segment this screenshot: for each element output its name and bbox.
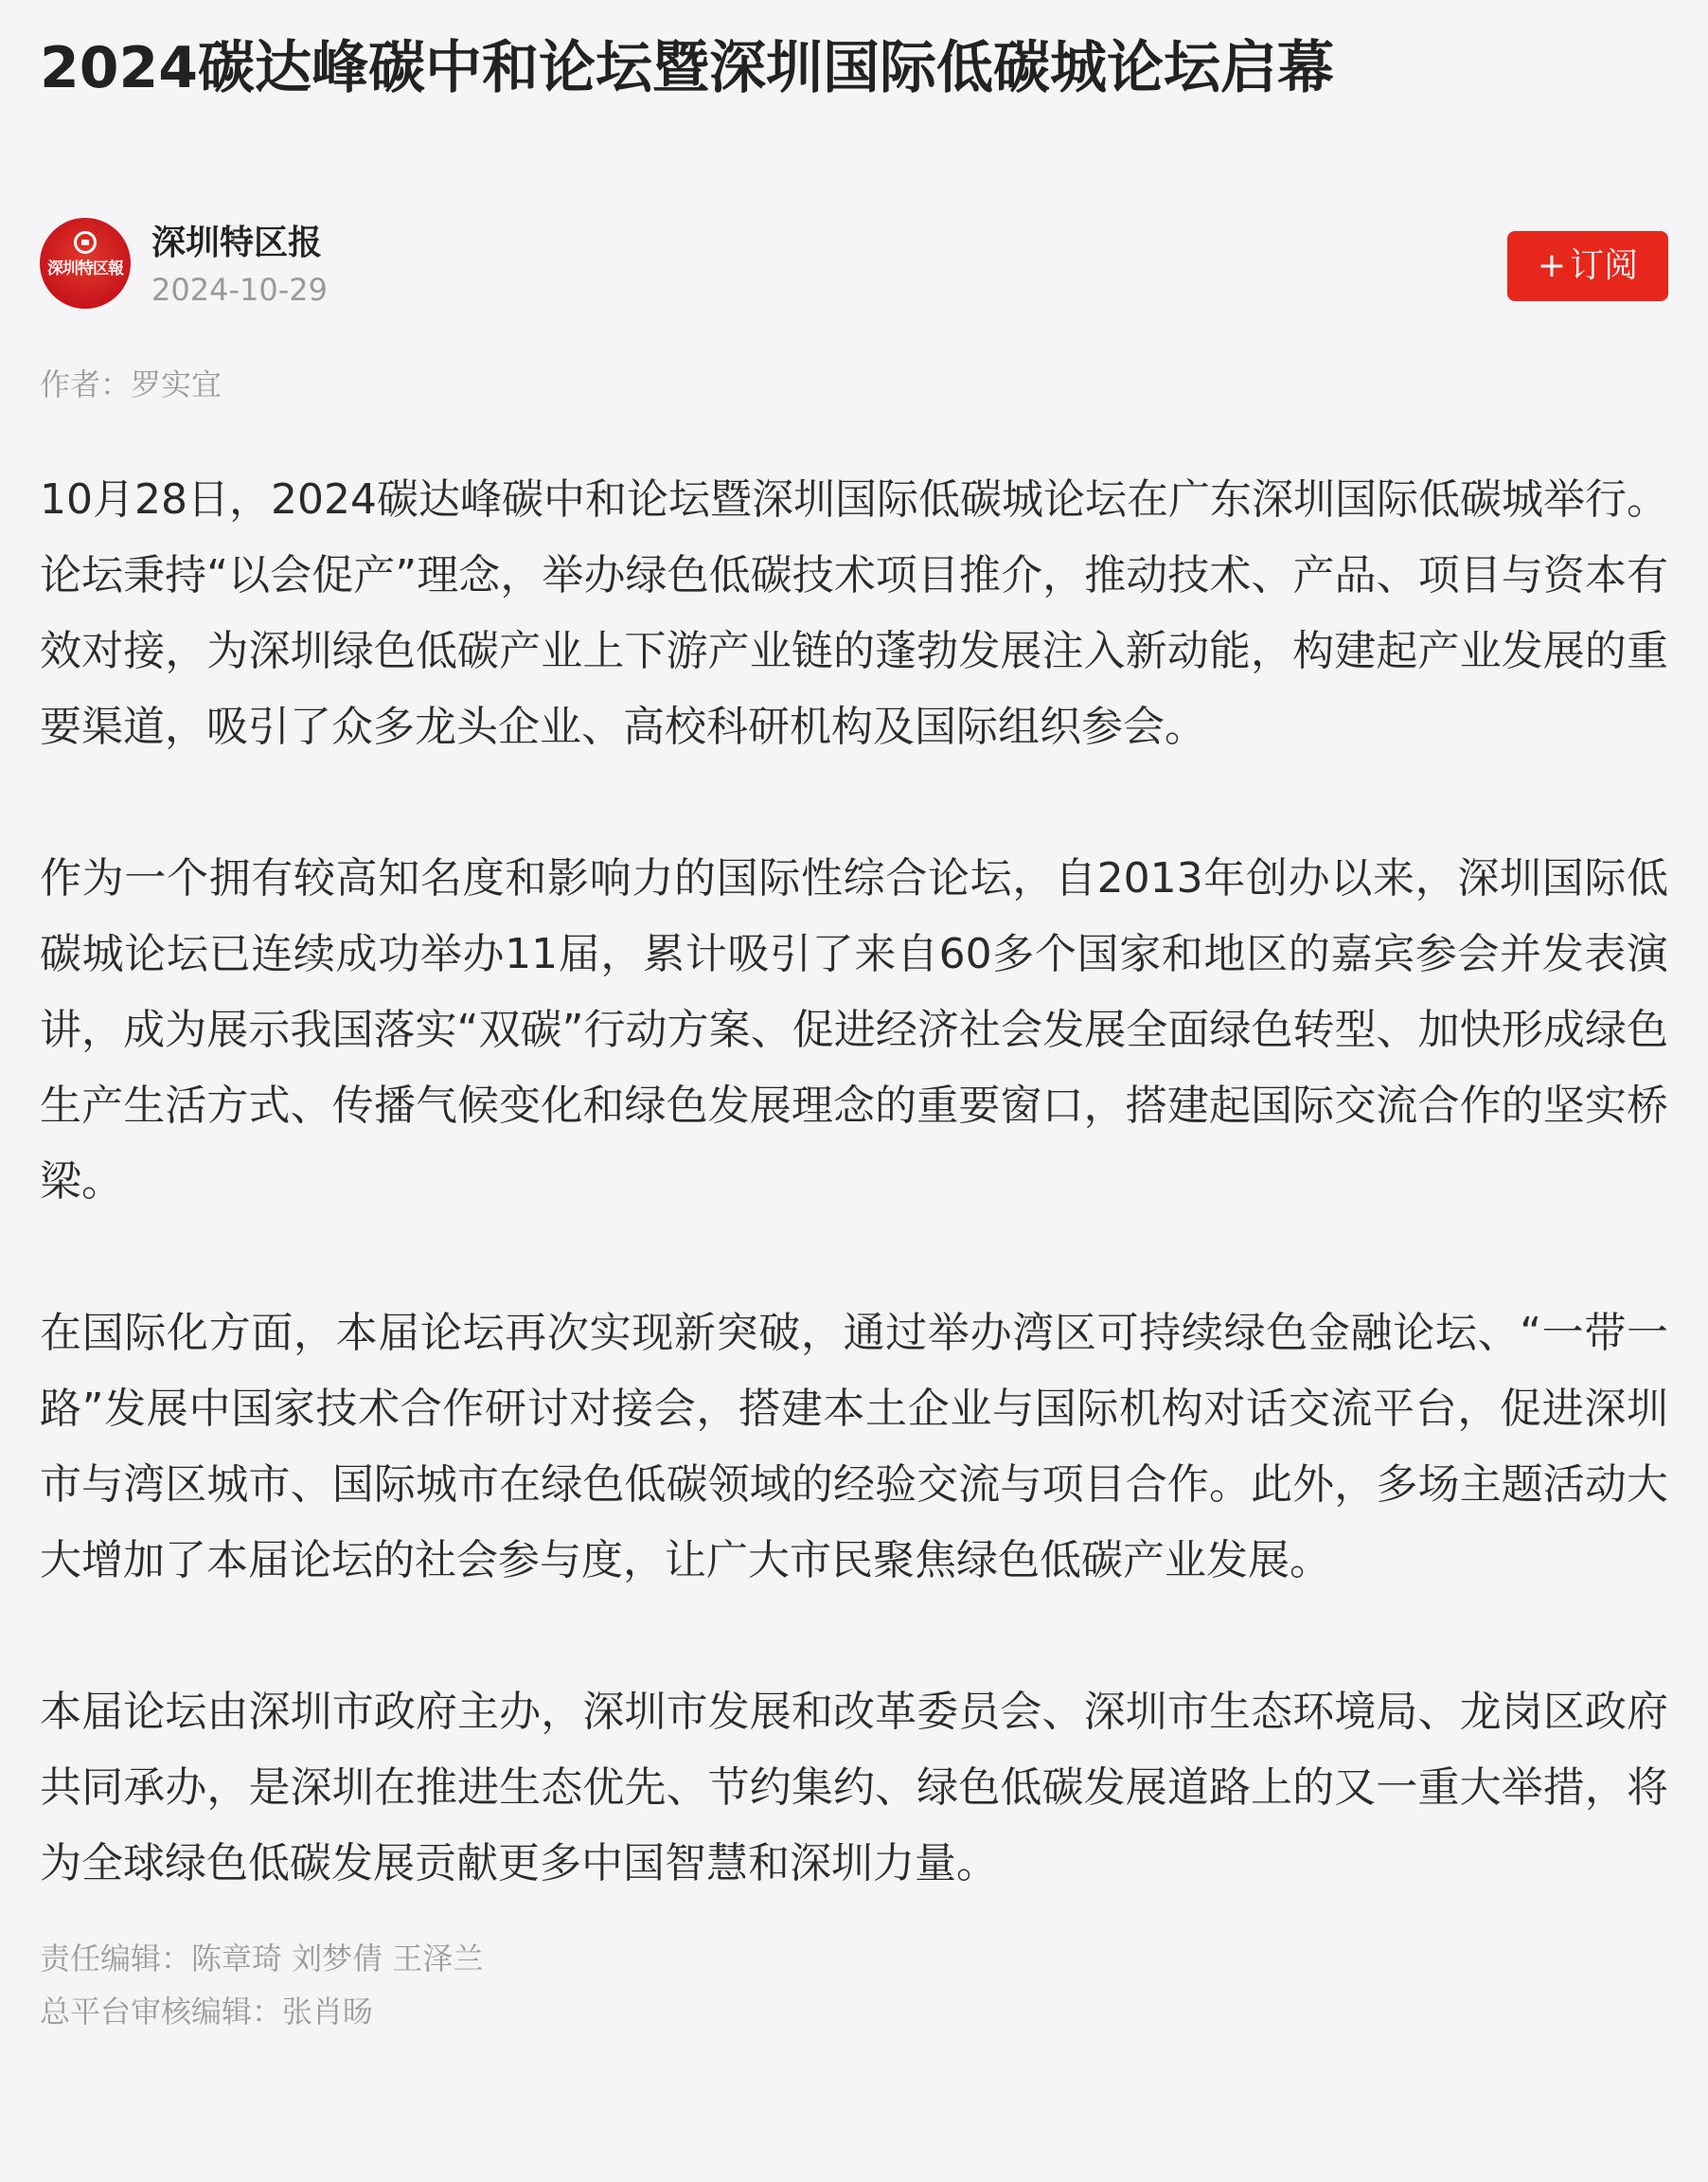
publish-date: 2024-10-29 xyxy=(151,272,328,308)
newspaper-emblem-icon xyxy=(74,231,97,254)
responsible-editors: 责任编辑：陈章琦 刘梦倩 王泽兰 xyxy=(40,1941,484,1976)
article-title: 2024碳达峰碳中和论坛暨深圳国际低碳城论坛启幕 xyxy=(40,35,1334,101)
publisher-logo-text: 深圳特区報 xyxy=(47,259,123,278)
article-body xyxy=(40,462,1668,1902)
editor-credits xyxy=(40,1932,1668,2038)
publisher-name[interactable]: 深圳特区报 xyxy=(151,224,323,262)
article-paragraph: 本届论坛由深圳市政府主办，深圳市发展和改革委员会、深圳市生态环境局、龙岗区政府共同承办，是深圳在推进生态优先、节约集约、绿色低碳发展道路上的又一重大举措，将为全球绿色低碳发展贡献更多中国智慧和深圳力量。 xyxy=(40,1688,1668,1887)
publisher-avatar[interactable] xyxy=(40,218,131,309)
article-paragraph: 在国际化方面，本届论坛再次实现新突破，通过举办湾区可持续绿色金融论坛、“一带一路”发展中国家技术合作研讨对接会，搭建本土企业与国际机构对话交流平台，促进深圳市与湾区城市、国际城市在绿色低碳领域的经验交流与项目合作。此外，多场主题活动大大增加了本届论坛的社会参与度，让广大市民聚焦绿色低碳产业发展。 xyxy=(40,1309,1668,1584)
plus-icon: + xyxy=(1537,246,1567,285)
subscribe-label: 订阅 xyxy=(1570,246,1639,285)
publisher-bar xyxy=(40,218,1668,313)
subscribe-button[interactable] xyxy=(1507,231,1668,301)
article-paragraph: 10月28日，2024碳达峰碳中和论坛暨深圳国际低碳城论坛在广东深圳国际低碳城举行。论坛秉持“以会促产”理念，举办绿色低碳技术项目推介，推动技术、产品、项目与资本有效对接，为深圳绿色低碳产业上下游产业链的蓬勃发展注入新动能，构建起产业发展的重要渠道，吸引了众多龙头企业、高校科研机构及国际组织参会。 xyxy=(40,475,1668,751)
review-editor: 总平台审核编辑：张肖旸 xyxy=(40,1994,374,2030)
author-line: 作者：罗实宜 xyxy=(40,367,222,402)
article-paragraph: 作为一个拥有较高知名度和影响力的国际性综合论坛，自2013年创办以来，深圳国际低碳城论坛已连续成功举办11届，累计吸引了来自60多个国家和地区的嘉宾参会并发表演讲，成为展示我国落实“双碳”行动方案、促进经济社会发展全面绿色转型、加快形成绿色生产生活方式、传播气候变化和绿色发展理念的重要窗口，搭建起国际交流合作的坚实桥梁。 xyxy=(40,854,1668,1206)
